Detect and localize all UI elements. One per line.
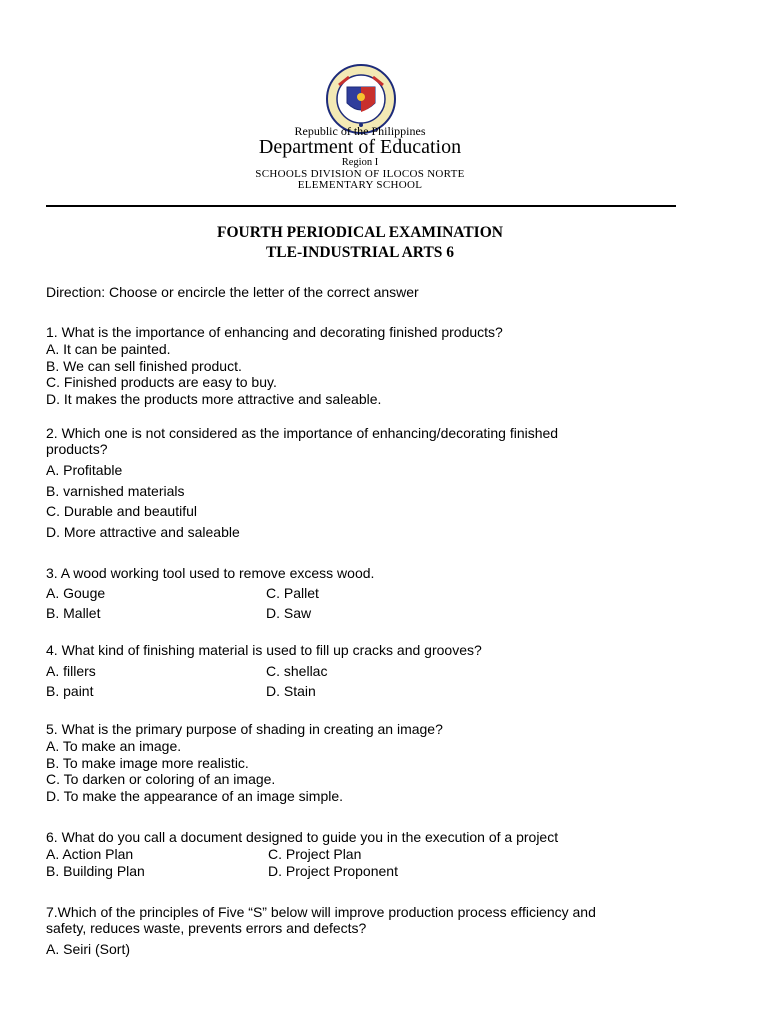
q4-choice-c: C. shellac bbox=[266, 663, 328, 679]
q3-choice-c: C. Pallet bbox=[266, 585, 319, 601]
q1-choice-b: B. We can sell finished product. bbox=[46, 358, 242, 374]
q2-choice-a: A. Profitable bbox=[46, 462, 123, 478]
q5-question: 5. What is the primary purpose of shading in creating an image? bbox=[46, 721, 443, 737]
q4-choice-a: A. fillers bbox=[46, 663, 96, 679]
q6-choice-d: D. Project Proponent bbox=[268, 863, 398, 879]
division-label: SCHOOLS DIVISION OF ILOCOS NORTE bbox=[255, 168, 465, 180]
school-label: ELEMENTARY SCHOOL bbox=[297, 179, 423, 191]
republic-label: Republic of the Philippines bbox=[294, 124, 426, 138]
exam-subject: TLE-INDUSTRIAL ARTS 6 bbox=[265, 244, 455, 261]
q2-choice-d: D. More attractive and saleable bbox=[46, 524, 240, 540]
q6-choice-c: C. Project Plan bbox=[268, 846, 362, 862]
q2-choice-b: B. varnished materials bbox=[46, 483, 185, 499]
q4-choice-b: B. paint bbox=[46, 683, 94, 699]
exam-title: FOURTH PERIODICAL EXAMINATION bbox=[217, 224, 503, 241]
q2-choice-c: C. Durable and beautiful bbox=[46, 503, 197, 519]
q5-choice-a: A. To make an image. bbox=[46, 738, 182, 754]
q1-question: 1. What is the importance of enhancing and decorating finished products? bbox=[46, 324, 503, 340]
q7-question-line2: safety, reduces waste, prevents errors and defects? bbox=[46, 920, 367, 936]
header-divider bbox=[46, 205, 676, 207]
q1-choice-a: A. It can be painted. bbox=[46, 341, 171, 357]
q4-choice-d: D. Stain bbox=[266, 683, 316, 699]
q3-choice-b: B. Mallet bbox=[46, 605, 101, 621]
q1-choice-d: D. It makes the products more attractive and saleable. bbox=[46, 391, 382, 407]
q3-choice-d: D. Saw bbox=[266, 605, 312, 621]
q5-choice-b: B. To make image more realistic. bbox=[46, 755, 249, 771]
q6-choice-b: B. Building Plan bbox=[46, 863, 145, 879]
region-label: Region I bbox=[341, 157, 379, 168]
q3-question: 3. A wood working tool used to remove excess wood. bbox=[46, 565, 375, 581]
q6-question: 6. What do you call a document designed to guide you in the execution of a project bbox=[46, 829, 559, 845]
q7-choice-a: A. Seiri (Sort) bbox=[46, 941, 131, 957]
department-title: Department of Education bbox=[258, 136, 462, 158]
q5-choice-d: D. To make the appearance of an image simple. bbox=[46, 788, 344, 804]
q6-choice-a: A. Action Plan bbox=[46, 846, 134, 862]
q1-choice-c: C. Finished products are easy to buy. bbox=[46, 374, 277, 390]
direction-text: Direction: Choose or encircle the letter of the correct answer bbox=[46, 284, 419, 300]
q7-question-line1: 7.Which of the principles of Five “S” below will improve production process efficiency and bbox=[46, 904, 596, 920]
q2-question-line2: products? bbox=[46, 441, 108, 457]
q2-question-line1: 2. Which one is not considered as the importance of enhancing/decorating finished bbox=[46, 425, 559, 441]
q3-choice-a: A. Gouge bbox=[46, 585, 106, 601]
q5-choice-c: C. To darken or coloring of an image. bbox=[46, 771, 276, 787]
q4-question: 4. What kind of finishing material is used to fill up cracks and grooves? bbox=[46, 642, 482, 658]
